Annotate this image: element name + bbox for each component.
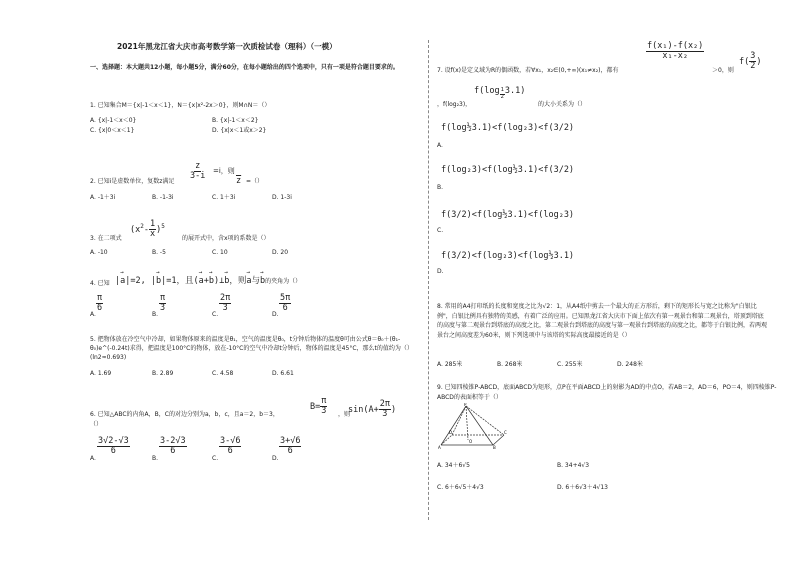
q1-option-a: A. {x|-1＜x＜0}	[90, 117, 137, 124]
svg-text:B: B	[493, 445, 496, 449]
q4-option-b: $\frac{\pi}{3}$	[160, 293, 166, 313]
q9-option-b: B. 34+4√3	[557, 462, 590, 469]
q7-label-c: C.	[437, 227, 444, 234]
q3-option-b: B. -5	[152, 249, 166, 256]
q1-option-d: D. {x|x＜1或x＞2}	[212, 127, 267, 134]
q4-stem-pre: 4. 已知	[90, 280, 110, 287]
q4-vectors: | → a|=2, | → b|=1，且( → a+ → b)⊥ → b，则 → a与 → b的夹角为（）	[115, 269, 302, 286]
q7-label-b: B.	[437, 184, 444, 191]
q2-stem-pre: 2. 已知i是虚数单位，复数z满足	[90, 178, 175, 185]
q6-label-a: A.	[90, 455, 96, 462]
q8-option-a: A. 285米	[437, 361, 463, 368]
q8-option-d: D. 248米	[617, 361, 643, 368]
q9-option-c: C. 6＋6√5＋4√3	[437, 484, 484, 491]
q7-label-a: A.	[437, 142, 443, 149]
q1-stem: 1. 已知集合M＝{x|-1＜x＜1}，N＝{x|x²-2x＞0}，则M∩N＝（）	[90, 102, 271, 109]
q6-option-d: $\frac{3+√6}{6}$	[280, 436, 301, 456]
q1-option-b: B. {x|-1＜x＜2}	[212, 117, 259, 124]
q2-stem-post: =（）	[246, 178, 264, 185]
q2-frac-num: z	[195, 161, 201, 171]
q4-label-d: D.	[272, 311, 279, 318]
svg-text:D: D	[449, 430, 453, 435]
q4-option-a: $\frac{\pi}{6}$	[97, 293, 103, 313]
q7-option-c: f(3/2)<f(log½3.1)<f(log₂3)	[441, 210, 575, 220]
q5-option-c: C. 4.58	[212, 370, 234, 377]
q7-line2b: 的大小关系为（）	[538, 101, 587, 108]
pyramid-figure	[438, 403, 508, 449]
q2-option-b: B. -1-3i	[152, 194, 174, 201]
q2-option-c: C. 1＋3i	[212, 194, 236, 201]
q5-option-a: A. 1.69	[90, 370, 112, 377]
svg-text:O: O	[469, 439, 473, 444]
q6-option-c: $\frac{3-√6}{6}$	[220, 436, 241, 456]
q4-label-c: C.	[212, 311, 219, 318]
q3-stem-post: 的展开式中，含x项的系数是（）	[182, 235, 270, 242]
q7-flog-half: f(log $\frac{1}{2}$ 3.1)	[474, 85, 526, 100]
q1-option-c: C. {x|0＜x＜1}	[90, 127, 135, 134]
q6-paren: （）	[90, 421, 103, 428]
q2-frac-den: 3-i	[190, 170, 206, 181]
q7-option-b: f(log₂3)<f(log½3.1)<f(3/2)	[441, 165, 575, 175]
q6-comma: ，则	[338, 411, 351, 418]
q4-label-b: B.	[152, 311, 159, 318]
svg-text:C: C	[504, 430, 507, 435]
q7-stem: 7. 设f(x)是定义域为R的偶函数，若∀x₁，x₂∈(0,+∞)(x₁≠x₂)，都有	[437, 67, 619, 74]
q2-option-d: D. 1-3i	[272, 194, 292, 201]
q7-option-d: f(3/2)<f(log₂3)<f(log½3.1)	[441, 251, 575, 261]
q4-option-c: $\frac{2\pi}{3}$	[220, 293, 231, 313]
svg-text:P: P	[464, 403, 467, 407]
q3-stem-pre: 3. 在二项式	[90, 235, 122, 242]
q5-option-d: D. 6.61	[272, 370, 294, 377]
q8-option-b: B. 268米	[497, 361, 523, 368]
q7-gt: ＞0，则	[712, 67, 734, 74]
q7-f-three-halves: f( $\frac{3}{2}$ )	[739, 51, 762, 71]
q4-label-a: A.	[90, 311, 96, 318]
q6-label-c: C.	[212, 455, 219, 462]
q8-stem: 8. 常用的A4打印纸的长度和宽度之比为√2：1，从A4纸中剪去一个最大的正方形后，剩下的矩形长与宽之比称为"白银比例"，白银比例具有独特的美感，有着广泛的应用。已知黑龙江省大庆市下面上依次有第一观景台和第二观景台，塔顶到塔底的高度与第二观景台到塔底的高度之比，第二观景台到塔底的高度与第一观景台到塔底的高度之比，都等于白银比例，若两观景台之间高度差为60米，则下列选项中与该塔的实际高度最接近的是（）	[437, 303, 768, 339]
q9-option-a: A. 34＋6√5	[437, 462, 470, 469]
q4-option-d: $\frac{5\pi}{6}$	[280, 293, 291, 313]
q5-stem: 5. 把物体放在冷空气中冷却，如果物体原来的温度是θ₁，空气的温度是θ₀，t分钟后物体的温度θ可由公式θ＝θ₀＋(θ₁-θ₀)e^(-0.24t)求得，把温度是100°C的物体，放在-10°C的空气中冷却t分钟后，物体的温度是45°C，那么t的值约为（）(ln2≈0.693)	[90, 336, 413, 361]
section-heading: 一、选择题：本大题共12小题，每小题5分，满分60分，在每小题给出的四个选项中，只有一项是符合题目要求的。	[90, 64, 399, 71]
column-divider	[428, 40, 429, 520]
q6-stem: 6. 已知△ABC的内角A，B，C的对边分别为a，b，c，且a＝2，b＝3，	[90, 411, 279, 418]
q8-option-c: C. 255米	[557, 361, 583, 368]
q2-eq: =i，则	[213, 167, 235, 175]
q2-zbar: $\overline{z}$	[236, 176, 242, 186]
q6-option-b: $\frac{3-2√3}{6}$	[160, 436, 186, 456]
q5-option-b: B. 2.89	[152, 370, 174, 377]
q3-binomial: ($x^2-$ $\frac{1}{x}$ )$^5$	[130, 219, 165, 239]
q9-option-d: D. 6＋6√3＋4√13	[557, 484, 608, 491]
q7-line2: ，f(log₂3)，	[437, 101, 472, 108]
q6-angle-b: B= $\frac{\pi}{3}$	[310, 396, 327, 416]
q2-fraction	[190, 162, 205, 181]
q2-option-a: A. -1＋3i	[90, 194, 116, 201]
q7-fraction: $\frac{\text{f(x₁)-f(x₂)}}{\text{x₁-x₂}}$	[647, 41, 704, 61]
q7-label-d: D.	[437, 268, 444, 275]
q6-label-d: D.	[272, 455, 279, 462]
q6-label-b: B.	[152, 455, 159, 462]
q3-option-d: D. 20	[272, 249, 289, 256]
q3-option-c: C. 10	[212, 249, 228, 256]
q9-stem: 9. 已知四棱锥P-ABCD，底面ABCD为矩形，点P在平面ABCD上的射影为AD的中点O，若AB＝2，AD＝6，PO＝4，则四棱锥P-ABCD的表面积等于（）	[437, 384, 777, 401]
page-title: 2021年黑龙江省大庆市高考数学第一次质检试卷（理科）（一模）	[117, 42, 337, 51]
q6-sin-expr: sin(A+ $\frac{2\pi}{3}$ )	[348, 399, 397, 419]
q7-option-a: f(log½3.1)<f(log₂3)<f(3/2)	[441, 123, 575, 133]
q6-option-a: $\frac{3√2-√3}{6}$	[98, 436, 129, 456]
svg-text:A: A	[438, 445, 441, 449]
q3-option-a: A. -10	[90, 249, 108, 256]
